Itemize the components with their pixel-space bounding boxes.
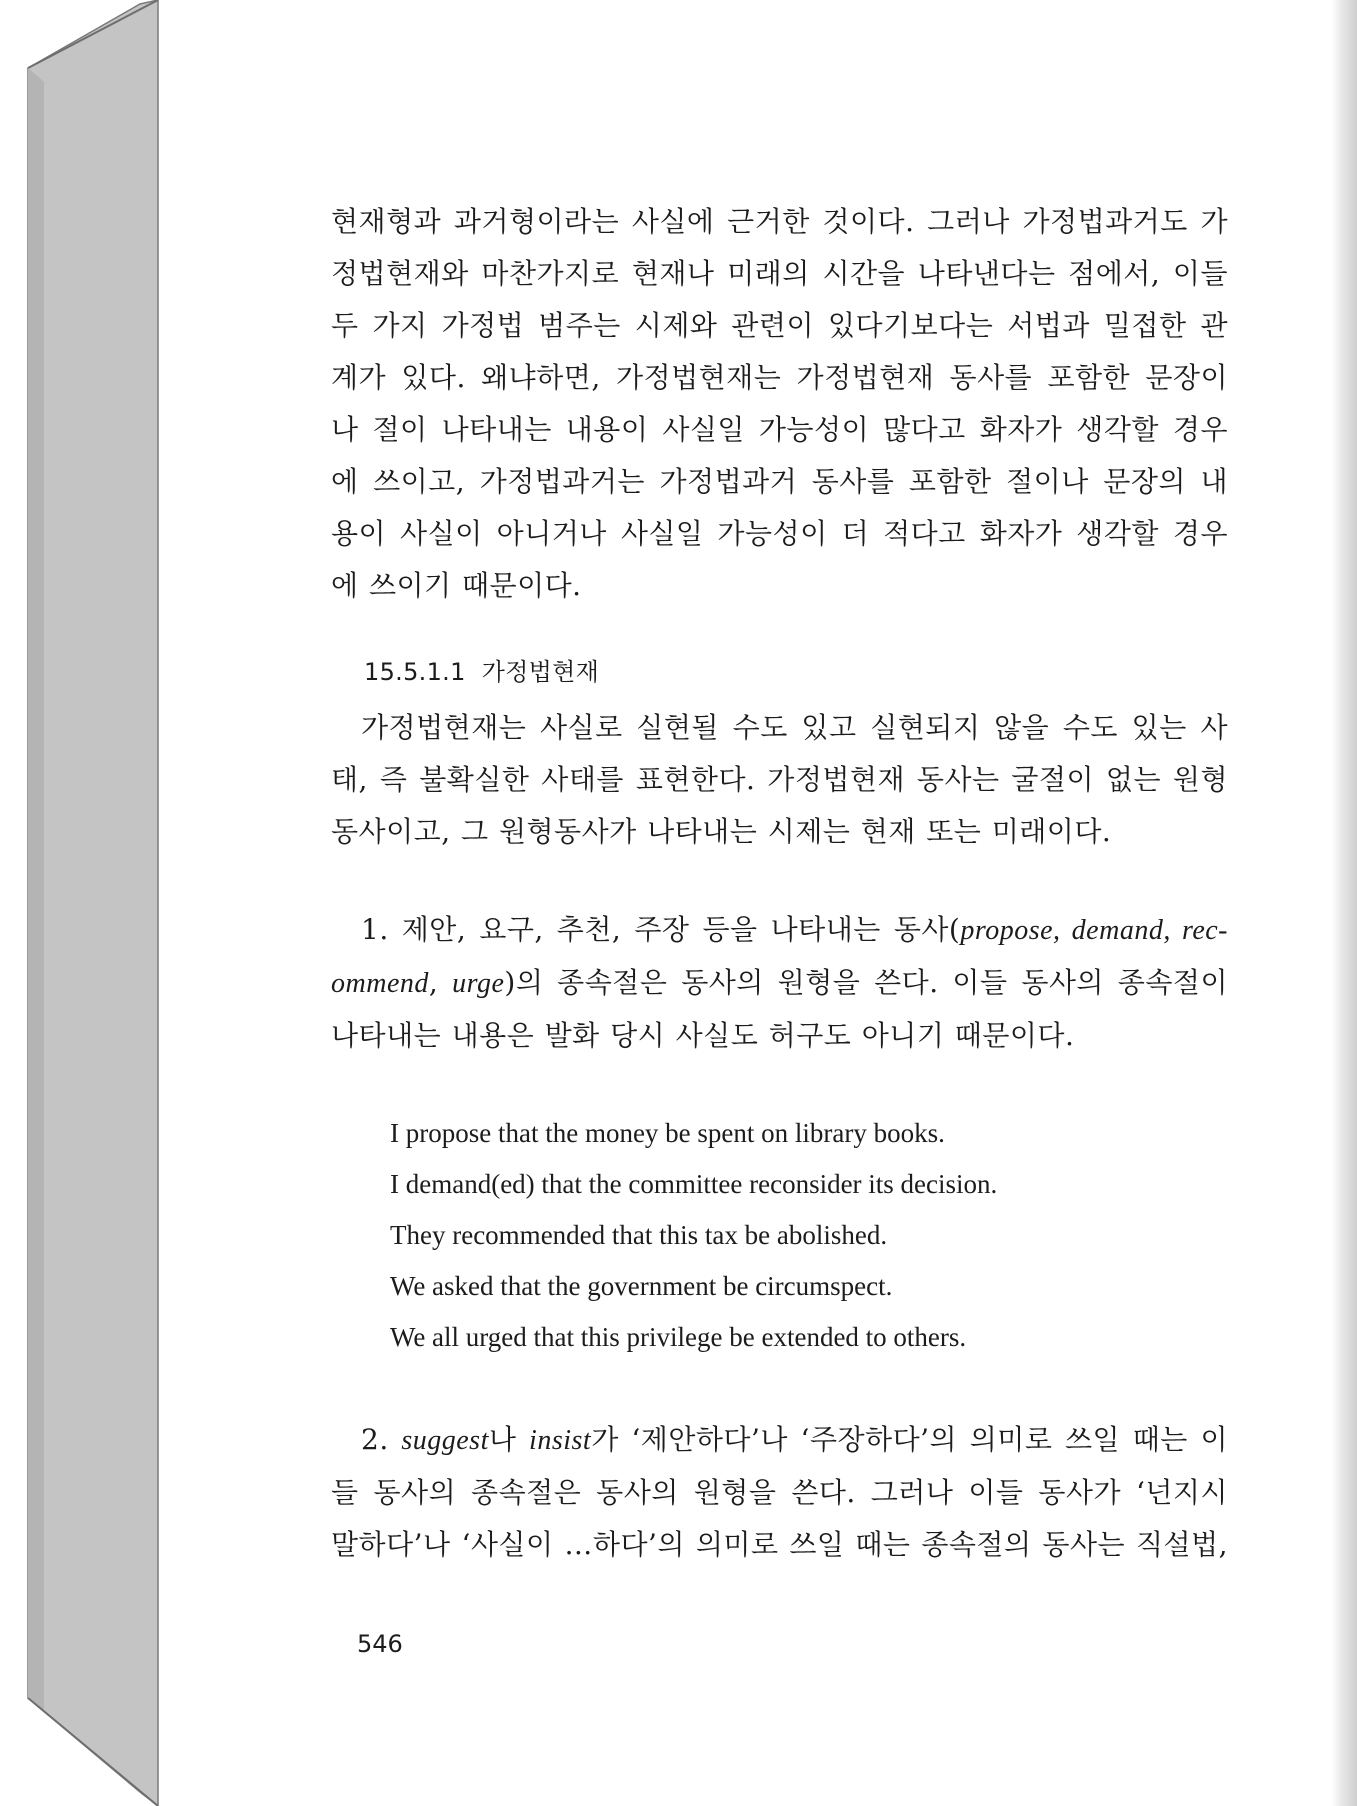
text-line: 에 쓰이기 때문이다. (331, 569, 582, 602)
example-sentences (390, 1108, 997, 1363)
paragraph-2 (331, 702, 1228, 858)
page-content (331, 196, 1228, 612)
item-1-verb: ommend (331, 968, 429, 999)
text-line: 나타내는 내용은 발화 당시 사실도 허구도 아니기 때문이다. (331, 1019, 1075, 1052)
item-1-separator: , (428, 966, 453, 999)
text-line: 나 절이 나타내는 내용이 사실일 가능성이 많다고 화자가 생각할 경우 (331, 413, 1228, 446)
item-1 (331, 904, 1228, 1062)
item-1-verbs: propose, demand, rec- (960, 915, 1228, 946)
page-content-2 (331, 702, 1228, 858)
example-sentence: They recommended that this tax be abolished. (390, 1220, 888, 1250)
text-line: 가정법현재는 사실로 실현될 수도 있고 실현되지 않을 수도 있는 사 (361, 711, 1228, 744)
text-line: 말하다’나 ‘사실이 …하다’의 의미로 쓰일 때는 종속절의 동사는 직설법, (331, 1528, 1228, 1561)
example-sentence: We asked that the government be circumspect. (390, 1271, 893, 1301)
paragraph-1 (331, 196, 1228, 612)
text-line (331, 957, 1228, 1010)
page-edge-shadow (1331, 0, 1357, 1806)
item-2-verb: insist (529, 1425, 592, 1456)
text-line: 동사이고, 그 원형동사가 나타내는 시제는 현재 또는 미래이다. (331, 815, 1112, 848)
text-line: 에 쓰이고, 가정법과거는 가정법과거 동사를 포함한 절이나 문장의 내 (331, 465, 1228, 498)
section-number: 15.5.1.1 (364, 658, 466, 686)
example-sentence: I propose that the money be spent on library books. (390, 1118, 945, 1148)
text-line: 용이 사실이 아니거나 사실일 가능성이 더 적다고 화자가 생각할 경우 (331, 517, 1228, 550)
text-line: 현재형과 과거형이라는 사실에 근거한 것이다. 그러나 가정법과거도 가 (331, 205, 1228, 238)
section-heading (364, 652, 615, 687)
item-2 (331, 1414, 1228, 1571)
item-2-text: 나 (488, 1423, 530, 1456)
page-content-4 (331, 1414, 1228, 1571)
text-line (331, 1414, 1228, 1467)
text-line: 정법현재와 마찬가지로 현재나 미래의 시간을 나타낸다는 점에서, 이들 (331, 257, 1228, 290)
text-line: 태, 즉 불확실한 사태를 표현한다. 가정법현재 동사는 굴절이 없는 원형 (331, 763, 1228, 796)
text-line: 두 가지 가정법 범주는 시제와 관련이 있다기보다는 서법과 밀접한 관 (331, 309, 1228, 342)
text-line (331, 904, 1228, 957)
example-sentence: We all urged that this privilege be extended to others. (390, 1322, 967, 1352)
page-number: 546 (357, 1630, 403, 1658)
item-1-text: 1. 제안, 요구, 추천, 주장 등을 나타내는 동사( (361, 913, 961, 946)
item-2-text: 2. (361, 1423, 402, 1456)
item-2-text: 가 ‘제안하다’나 ‘주장하다’의 의미로 쓰일 때는 이 (591, 1423, 1228, 1456)
item-2-verb: suggest (401, 1425, 489, 1456)
text-line: 계가 있다. 왜냐하면, 가정법현재는 가정법현재 동사를 포함한 문장이 (331, 361, 1228, 394)
item-1-text: )의 종속절은 동사의 원형을 쓴다. 이들 동사의 종속절이 (504, 966, 1228, 999)
page-content-3 (331, 904, 1228, 1062)
item-1-verb: urge (452, 968, 505, 999)
text-line: 들 동사의 종속절은 동사의 원형을 쓴다. 그러나 이들 동사가 ‘넌지시 (331, 1476, 1228, 1509)
section-title: 가정법현재 (481, 658, 600, 686)
example-sentence: I demand(ed) that the committee reconsider its decision. (390, 1169, 998, 1199)
